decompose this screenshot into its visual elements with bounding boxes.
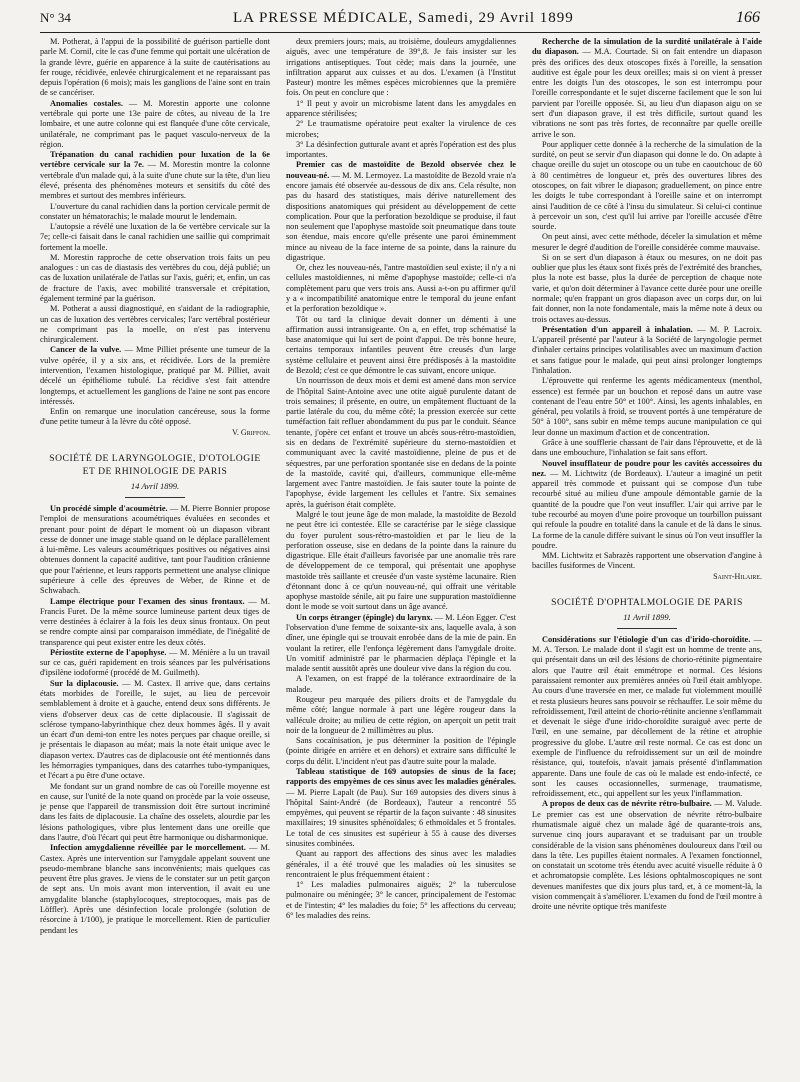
article-body: — M. Valude. Le premier cas est une observation de névrite rétro-bulbaire rhumatismale aiguë chez un malade âgé de quarante-trois ans, survenue cinq jours auparavant et se traduisant par un trouble considérable de la vision sans phénomènes douloureux dans l'œil ou dans la tête. Les pupilles étaient normales. A l'examen fonctionnel, on constatait un scotome très étendu avec acuité visuelle réduite à 0 et achromatopsie complète. Les lésions ophtalmoscopiques ne sont devenues manifestes que dix jours plus tard, et, à ce moment-là, la vision commençait à s'améliorer. L'examen du fond de l'œil montre à droite une névrite optique très manifeste: [532, 799, 762, 912]
paragraph: L'éprouvette qui renferme les agents médicamenteux (menthol, essence) est fermée par un bouchon et reposé dans un autre vase contenant de l'eau entre 50° et 100°. Ainsi, les agents inhalables, en général, peu volatils à froid, se trouvent portés à une température de 50° à 100°, sans subir en même temps aucune manipulation ce qui leur donne un maximum d'action et de concentration.: [532, 376, 762, 437]
paragraph: L'ouverture du canal rachidien dans la portion cervicale permit de constater un hématorachis; le malade mourut le lendemain.: [40, 201, 270, 221]
section-separator: [125, 497, 185, 498]
paragraph: [532, 325, 762, 376]
article-heading: Un corps étranger (épingle) du larynx.: [296, 612, 433, 622]
paragraph: Malgré le tout jeune âge de mon malade, la mastoïdite de Bezold ne peut être ici contestée. Elle se caractérise par le siège classique du foyer purulent sous-rétro-mastoïdien et par le lieu de la perforation osseuse, sise en dedans de la pointe dans la rainure du digastrique. Elle était d'ailleurs favorisée par une anomalie très rare de développement de ce temporal, qui présentait une apophyse mastoïde très saillante et creusée d'un vaste système lacunaire. Rien d'étonnant donc à ce qu'un nouveau-né, qui offrait une véritable apophyse mastoïde sénile, ait pu faire une suppuration mastoïdienne dont le mode se voit surtout dans un âge avancé.: [286, 509, 516, 612]
paragraph: [40, 99, 270, 150]
article-body: — M. Morestin apporte une colonne vertébrale qui porte une 13e paire de côtes, au niveau de la 1re lombaire, et une autre colonne qui est flanquée d'une côte cervicale, unilatérale, ne comprimant pas le paquet vasculo-nerveux de la région.: [40, 98, 270, 149]
paragraph: Me fondant sur un grand nombre de cas où l'oreille moyenne est en cause, sur l'unité de la note quand on procède par la voie osseuse, je pense que l'appareil de transmission doit être surtout incriminé dans les faits de diplacousie. La chaîne des osselets, alourdie par les lésions pathologiques, vibre plus lentement dans une oreille que dans l'autre, d'où l'écart qui peut être harmonique ou disharmonique.: [40, 781, 270, 842]
paragraph: [532, 799, 762, 912]
article-heading: A propos de deux cas de névrite rétro-bulbaire.: [542, 799, 712, 809]
paragraph: [286, 613, 516, 675]
paragraph: M. Potherat a aussi diagnostiqué, en s'aidant de la radiographie, un cas de luxation des vertèbres cervicales; l'arc vertébral postérieur ne comprimant pas la moelle, on n'est pas intervenu chirurgicalement.: [40, 304, 270, 345]
section-separator: [617, 628, 677, 629]
paragraph: [40, 679, 270, 782]
article-body: — M. M. Lermoyez. La mastoïdite de Bezold vraie n'a encore jamais été observée au-dessous de dix ans. Cela résulte, non pas du hasard des statistiques, mais dérive naturellement des dispositions anatomiques qui président au développement de cette complication. Pour que la perforation bezoldique se produise, il faut non seulement que l'apophyse mastoïde soit pneumatique dans toute son étendue, mais encore qu'elle présente une paroi éminemment mince au niveau de la face interne de sa pointe, dans la rainure du digastrique.: [286, 170, 516, 262]
article-body: — M. Castex. Après une intervention sur l'amygdale appelant souvent une pseudo-membrane blanche sans inconvénients; mais quelques cas peuvent être plus graves. Je viens de le constater sur un petit garçon de sept ans. Un mois avant mon intervention, il avait eu une amygdalite blanche (staphylocoques, streptocoques, mais pas de Löffler). Après une désinfection locale prolongée (solution de résorcine à 1/100), je pratique le morcellement. Rien de particulier pendant les: [40, 843, 270, 935]
paragraph: A l'examen, on est frappé de la tolérance extraordinaire de la malade.: [286, 674, 516, 694]
article-body: — M.A. Courtade. Si on fait entendre un diapason près des orifices des deux otoscopes fixés à l'oreille, la sensation auditive est égale pour les deux oreilles; mais si on vient à presser entre les doigts l'un des otoscopes, le son est interrompu pour l'oreille correspondante et le sujet discerne facilement que le son lui parvient par l'oreille opposée. Si, au lieu d'un diapason aigu on se sert d'un diapason grave, il est très difficile, surtout quand les vibrations ne sont pas très fortes, de reconnaître par quelle oreille arrive le son.: [532, 47, 762, 139]
paragraph: Quant au rapport des affections des sinus avec les maladies générales, il a été trouvé que les maladies où les sinusites se rencontraient le plus fréquemment étaient :: [286, 849, 516, 879]
article-heading: Lampe électrique pour l'examen des sinus frontaux.: [50, 596, 245, 606]
paragraph: Grâce à une soufflerie chassant de l'air dans l'éprouvette, et de là dans une embouchure, l'inhalation se fait sans effort.: [532, 437, 762, 458]
paragraph: 1° Les maladies pulmonaires aiguës; 2° la tuberculose pulmonaire ou méningée; 3° le cancer, principalement de l'estomac et de l'intestin; 4° les maladies du foie; 5° les affections du cerveau; 6° les maladies des reins.: [286, 880, 516, 920]
paragraph: Enfin on remarque une inoculation cancéreuse, sous la forme d'une petite tumeur à la lèvre du côté opposé.: [40, 407, 270, 427]
article-heading: Premier cas de mastoïdite de Bezold observée chez le nouveau-né.: [286, 160, 516, 180]
article-body: — M. Lichtwitz (de Bordeaux). L'auteur a imaginé un petit appareil très commode et puissant qui se compose d'un tube recourbé situé au milieu d'une ampoule démontable garnie de la quantité de la poudre que l'on veut insuffler. L'air qui arrive par le tube recourbé au moyen d'une poire provoque un tourbillon puissant qui refoule la poudre en totalité dans la canule et de là dans le sinus. La forme de la canule diffère suivant le sinus où l'on veut insuffler la poudre.: [532, 468, 762, 550]
section-title-line-2: ET DE RHINOLOGIE DE PARIS: [82, 465, 228, 477]
section-heading: [532, 596, 762, 629]
article-body: — M. Francis Furet. De la même source lumineuse partent deux tiges de verre destinées à éclairer à la fois les deux sinus frontaux. On peut se rendre compte ainsi par comparaison immédiate, de l'inégalité de transparence qui peut exister entre les deux côtés.: [40, 596, 270, 647]
article-body: — M. Pierre Bonnier propose l'emploi de mensurations acoumétriques évaluées en secondes et prenant pour point de départ le moment où un diapason vibrant cesse de donner une image stable quand on le déplace parallèlement à lui-même. Les valeurs acoumétriques positives ou négatives ainsi obtenues donnent la capacité auditive, tant pour l'audition crânienne que pour l'aérienne, et leurs rapports permettent une analyse clinique supérieure à celle des épreuves de Weber, de Rinne et de Schwabach.: [40, 503, 270, 596]
article-body: — M. A. Terson. Le malade dont il s'agit est un homme de trente ans, qui présentait dans un œil des lésions de chorio-rétinite pigmentaire alors que l'autre œil était emmétrope et normal. Ces lésions paraissaient remonter aux premières années où l'œil était amblyope. Au cours d'une traversée en mer, ce malade fut violemment mouillé et resta plusieurs heures sans pouvoir se réchauffer. Le soir même du refroidissement, l'œil atteint de chorio-rétinite ancienne s'enflammait et devenait le siège d'une irido-choroïdite suraiguë avec perte de l'œil, en une semaine, par décollement de la rétine et atrophie progressive du globe. L'autre œil reste normal. Ce cas est donc un exemple de l'influence du refroidissement sur un œil de moindre résistance, qui, toutefois, n'avait jamais présenté d'inflammation apparente. Dans une foule de cas où le malade est endo-infecté, ce sont les causes occasionnelles, surmenage, traumatisme, refroidissement, etc., qui appellent sur les yeux l'inflammation.: [532, 634, 762, 799]
column-3: [532, 37, 762, 1077]
paragraph: MM. Lichtwitz et Sabrazès rapportent une observation d'angine à bacilles fusiformes de Vincent.: [532, 551, 762, 571]
paragraph: Un nourrisson de deux mois et demi est amené dans mon service de l'hôpital Saint-Antoine avec une otite aiguë purulente datant de trois semaines; il présente, en outre, un empâtement fluctuant de la partie latérale du cou, du même côté; la pression exercée sur cette tuméfaction fait refluer abondamment du pus par le conduit. Séance tenante, j'opère cet enfant et trouve un abcès sous-rétro-mastoïdien, sis en dedans de l'extrémité supérieure du sterno-mastoïdien et communiquant avec la cavité mastoïdienne, pleine de pus et de séquestres, par une perforation spontanée sise en dedans de la pointe de la mastoïde, cavité qui, d'ailleurs, communique elle-même largement avec l'antre mastoïdien. Je fais sauter toute la pointe de l'apophyse, évide largement les cellules et l'antre. Six semaines après, la guérison était complète.: [286, 376, 516, 509]
article-heading: Périostite externe de l'apophyse.: [50, 647, 167, 657]
article-body: — M. Léon Egger. C'est l'observation d'une femme de soixante-six ans, laquelle avala, à son dîner, une épingle qui se trouvait enrobée dans de la mie de pain. En voulant la retirer, elle l'enfonça légèrement dans l'amygdale droite. Un vomitif administré par le pharmacien déplaça l'épingle et la malade sentit aussitôt après une douleur vive dans la région du cou.: [286, 612, 516, 674]
paragraph: Rougeur peu marquée des piliers droits et de l'amygdale du même côté; langue normale à part une légère rougeur dans la vallécule droite; au milieu de cette région, on aperçoit un petit trait noir de la longueur de 2 millimètres au plus.: [286, 695, 516, 735]
column-2: [286, 37, 516, 1077]
paragraph: [40, 648, 270, 679]
article-heading: Sur la diplacousie.: [50, 678, 119, 688]
paragraph: On peut ainsi, avec cette méthode, déceler la simulation et même mesurer le degré d'audition de l'oreille considérée comme mauvaise.: [532, 232, 762, 252]
paragraph: deux premiers jours; mais, au troisième, douleurs amygdaliennes aiguës, avec une température de 39°,8. Je fais insister sur les irrigations antiseptiques. Tout cède; mais dans la journée, une infiltration apparut aux cuisses et au dos. L'examen (à l'Institut Pasteur) montre les mêmes espèces microbiennes que la première fois. On peut en conclure que :: [286, 37, 516, 98]
paragraph: 1° Il peut y avoir un microbisme latent dans les amygdales en apparence stérilisées;: [286, 98, 516, 118]
article-body: — M. P. Lacroix. L'appareil présenté par l'auteur à la Société de laryngologie permet d'inhaler certains principes volatilisables avec un maximum d'action et sans fatigue pour le malade, qui peut ainsi prolonger longtemps l'inhalation.: [532, 324, 762, 375]
article-heading: Trépanation du canal rachidien pour luxation de la 6e vertèbre cervicale sur la 7e.: [40, 150, 270, 170]
article-heading: Présentation d'un appareil à inhalation.: [542, 324, 693, 334]
article-body: — Mme Pilliet présente une tumeur de la vulve opérée, il y a six ans, et récidivée. Lors de la première intervention, l'examen histologique, pratiqué par M. Pilliet, avait décelé un épithéliome tubulé. La récidive s'est fait attendre longtemps, et actuellement les ganglions de l'aine ne sont pas encore intéressés.: [40, 345, 270, 406]
section-heading: [40, 452, 270, 498]
article-heading: Anomalies costales.: [50, 98, 123, 108]
paragraph: M. Morestin rapproche de cette observation trois faits un peu analogues : un cas de diastasis des vertèbres du cou, déjà publié; un cas de luxation unilatérale de l'atlas sur l'axis, guéri; et, enfin, un cas de fracture de l'axis, avec mobilité transversale et crépitation, également terminé par la guérison.: [40, 252, 270, 304]
paragraph: [40, 504, 270, 597]
article-heading: Considérations sur l'étiologie d'un cas d'irido-choroïdite.: [542, 634, 751, 644]
article-heading: Nouvel insufflateur de poudre pour les cavités accessoires du nez.: [532, 458, 762, 478]
paragraph: L'autopsie a révélé une luxation de la 6e vertèbre cervicale sur la 7e; celle-ci faisait dans le canal rachidien une saillie qui comprimait fortement la moelle.: [40, 222, 270, 252]
author-signature: Saint-Hilaire.: [713, 571, 762, 581]
paragraph: [532, 37, 762, 140]
section-title: SOCIÉTÉ D'OPHTALMOLOGIE DE PARIS: [551, 596, 743, 608]
article-body: — M. Pierre Lapalt (de Pau). Sur 169 autopsies des divers sinus à l'hôpital Saint-André (de Bordeaux), l'auteur a rencontré 55 empyèmes, qui peuvent se répartir de la façon suivante : 48 sinusites maxillaires; 19 sinusites sphénoïdales; 6 ethmoïdales et 5 frontales. Le total de ces sinusites est supérieur à 55 à cause des diverses sinusites combinées.: [286, 787, 516, 848]
paragraph: [40, 843, 270, 936]
paragraph: 2° Le traumatisme opératoire peut exalter la virulence de ces microbes;: [286, 119, 516, 139]
paragraph: [40, 345, 270, 407]
paragraph: [286, 160, 516, 263]
paragraph: Or, chez les nouveau-nés, l'antre mastoïdien seul existe; il n'y a ni cellules mastoïdiennes, ni même d'apophyse mastoïde; celle-ci n'a complètement paru que vers trois ans. Aussi a-t-on pu affirmer qu'il y a « incompatibilité anatomique entre le temporal du jeune enfant et la perforation bezoldique ».: [286, 263, 516, 314]
article-heading: Recherche de la simulation de la surdité unilatérale à l'aide du diapason.: [532, 37, 762, 57]
journal-title: LA PRESSE MÉDICALE, Samedi, 29 Avril 1899: [233, 9, 574, 26]
author-signature: V. Griffon.: [232, 427, 270, 437]
page-number: 166: [735, 9, 760, 26]
article-body: — M. Ménière a lu un travail sur ce cas, guéri rapidement en trois séances par les pulvérisations d'ipsilène iodoformé (procédé de M. Guilmeth).: [40, 647, 270, 678]
paragraph: Si on se sert d'un diapason à étaux ou mesures, on ne doit pas oublier que plus les étaux sont fixés près de l'extrémité des branches, plus la note est basse, plus la durée de perception de chaque note varie, et qu'on doit déterminer à l'avance cette durée pour une oreille normale; qu'en frappant un gros diapason avec un corps dur, on lui fait donner, non la note fondamentale, mais la même note à deux ou trois octaves au-dessus.: [532, 252, 762, 324]
paragraph: Sans cocaïnisation, je pus déterminer la position de l'épingle (pointe dirigée en arrière et en dehors) et extraire sans difficulté le corps du délit. L'incident n'eut pas d'autre suite pour la malade.: [286, 736, 516, 766]
paragraph: [532, 459, 762, 552]
article-heading: Infection amygdalienne réveillée par le morcellement.: [50, 843, 246, 853]
article-body: — M. Castex. Il arrive que, dans certains états morbides de l'oreille, le sujet, au lieu de percevoir semblablement à droite et à gauche, entend deux sons différents. Je viens d'observer deux cas de cette diplacousie. Il s'agissait de sclérose tympano-labyrinthique chez deux hommes âgés. Il y avait un écart d'un demi-ton entre les notes perçues par chaque oreille, si je présentais le diapason au méat; mais la note était unique avec le diapason vertex. D'autres cas de diplacousie ont été mentionnés dans les hémorragies tympaniques, dans des catarrhes tubo-tympaniques, et l'écart a pu être d'une octave.: [40, 678, 270, 781]
page-header: [40, 6, 760, 30]
paragraph: [40, 597, 270, 648]
paragraph: [532, 635, 762, 800]
article-heading: Cancer de la vulve.: [50, 345, 122, 355]
article-heading: Un procédé simple d'acoumétrie.: [50, 503, 168, 513]
paragraph: M. Potherat, à l'appui de la possibilité de guérison partielle dont parle M. Cornil, cite le cas d'une femme qui portait une ulcération de la grande lèvre, guérie en apparence à la suite de cautérisations au fer rouge, récidivée, enlevée chirurgicalement et ne reparaissant pas depuis l'opération (6 mois); mais les ganglions de l'aine sont en train de se cancériser.: [40, 37, 270, 98]
section-date: 14 Avril 1899.: [130, 480, 180, 491]
text-columns: [40, 37, 762, 1077]
column-1: [40, 37, 270, 1077]
paragraph: 3° La désinfection gutturale avant et après l'opération est des plus importantes.: [286, 139, 516, 160]
paragraph: [286, 767, 516, 849]
article-body: — M. Morestin montre la colonne vertébrale d'un malade qui, à la suite d'une chute sur la tête, d'un lieu élevé, présenta des phénomènes moteurs et sensitifs du côté des membres et surtout des membres inférieurs.: [40, 160, 270, 201]
article-heading: Tableau statistique de 169 autopsies de sinus de la face; rapports des empyèmes de ces sinus avec les maladies générales.: [286, 766, 516, 787]
paragraph: Tôt ou tard la clinique devait donner un démenti à une affirmation aussi intransigeante. On a, en effet, trop schématisé la base anatomique qui lui sert de point d'appui. De très bonne heure, certains temporaux infantiles peuvent être creusés d'un large système cellulaire et peuvent ainsi être prédisposés à la mastoïdite de Bezold; c'est ce que démontre le cas suivant, encore unique.: [286, 314, 516, 375]
section-title-line-1: SOCIÉTÉ DE LARYNGOLOGIE, D'OTOLOGIE: [49, 452, 261, 464]
paragraph: [40, 150, 270, 201]
section-date: 11 Avril 1899.: [623, 611, 671, 622]
header-rule: [40, 32, 760, 33]
issue-number: N° 34: [40, 10, 71, 25]
paragraph: Pour appliquer cette donnée à la recherche de la simulation de la surdité, on peut se servir d'un diapason qui donne le do. On adapte à chaque oreille du sujet un otoscope ou un tube en caoutchouc de 60 à 80 centimètres de longueur et, près des ouvertures libres des otoscopes, on fait vibrer le diapason; graduellement, on pince entre les doigts le tube correspondant à l'oreille saine et on interrompt ainsi l'audition de ce côté à l'insu du simulateur. Si celui-ci continue à percevoir un son, c'est qu'il lui arrive par l'oreille accusée d'être sourde.: [532, 139, 762, 232]
